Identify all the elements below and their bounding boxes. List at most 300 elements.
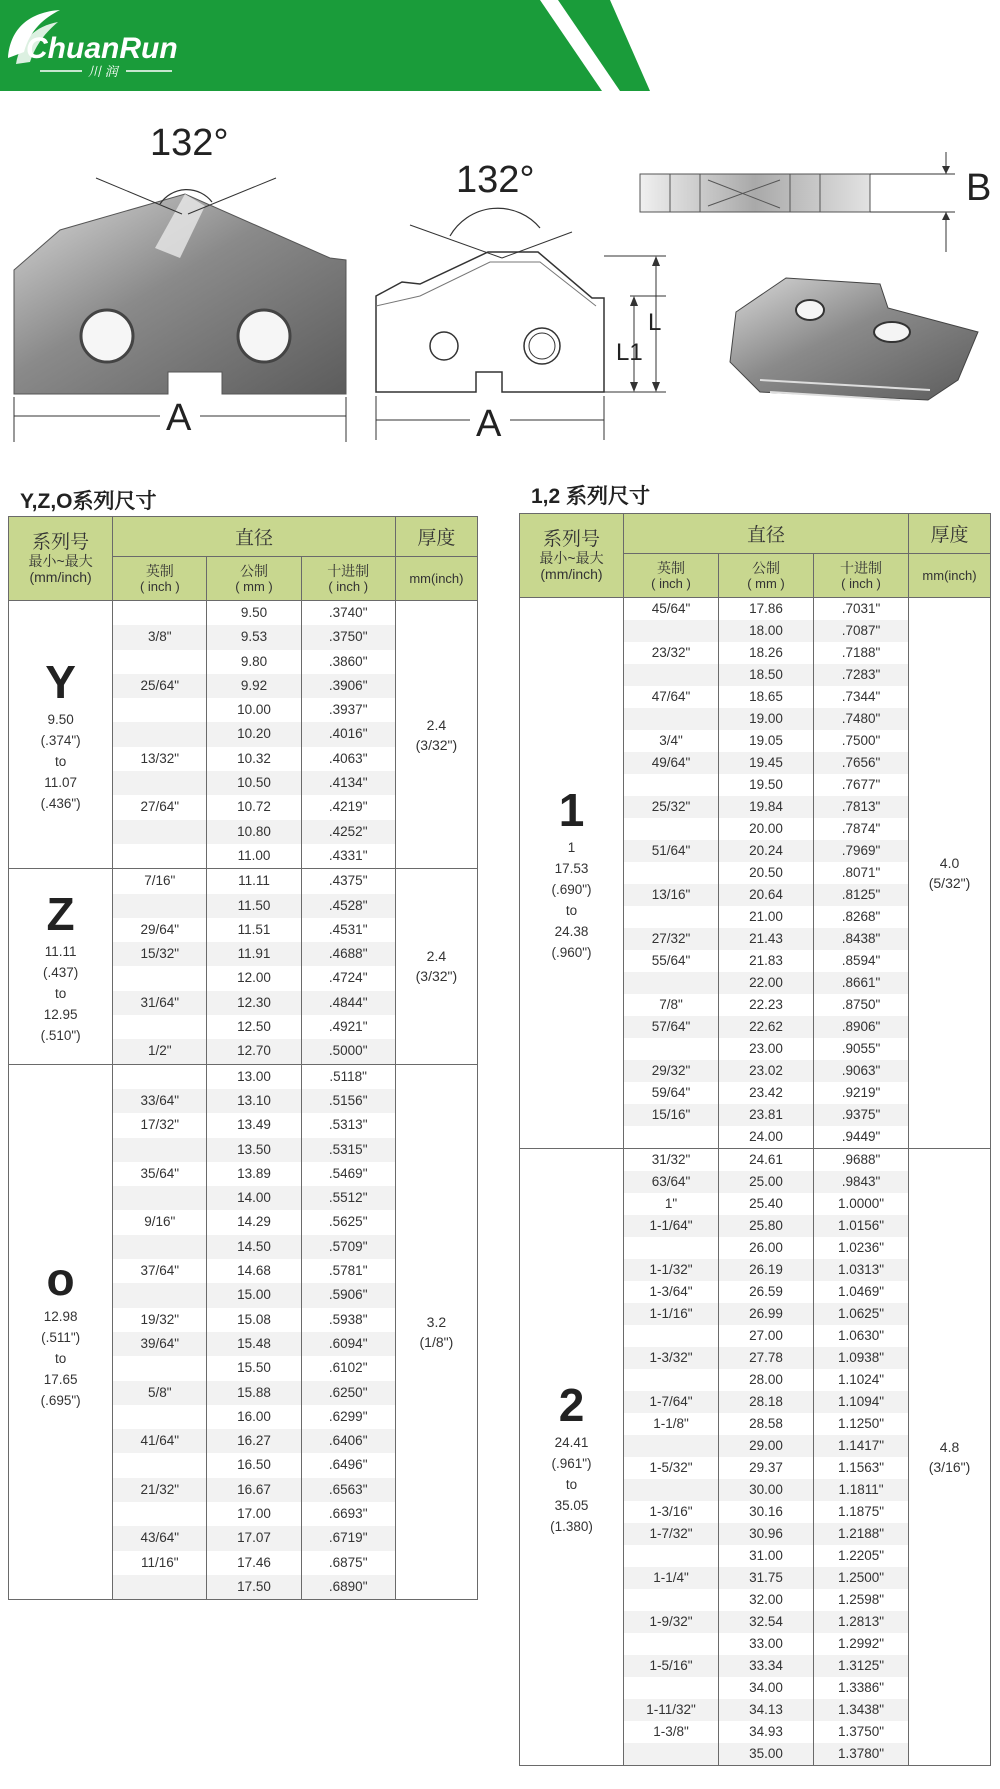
decimal-cell: .6299" — [301, 1405, 395, 1429]
header-series: 系列号 最小~最大 (mm/inch) — [9, 517, 113, 601]
metric-cell: 28.00 — [719, 1369, 814, 1391]
decimal-cell: .8906" — [814, 1016, 909, 1038]
inch-cell — [113, 722, 207, 746]
decimal-cell: .7874" — [814, 818, 909, 840]
metric-cell: 14.00 — [207, 1186, 301, 1210]
mounting-hole-icon — [430, 332, 458, 360]
series-range-line: (.960") — [551, 945, 592, 960]
decimal-cell: .9449" — [814, 1126, 909, 1149]
thickness-cell — [395, 869, 477, 1064]
metric-cell: 11.50 — [207, 894, 301, 918]
decimal-cell: .7344" — [814, 686, 909, 708]
decimal-cell: .4331" — [301, 844, 395, 869]
header-diameter: 直径 — [113, 517, 396, 557]
header-metric: 公制 ( mm ) — [207, 557, 301, 601]
metric-cell: 35.00 — [719, 1743, 814, 1766]
decimal-cell: .3740" — [301, 601, 395, 626]
table-body-12 — [520, 598, 991, 1766]
thickness-value: 4.8 — [939, 1439, 960, 1455]
inch-cell: 31/32" — [624, 1149, 719, 1172]
inch-cell — [624, 620, 719, 642]
inch-cell: 25/32" — [624, 796, 719, 818]
series-range-line: to — [565, 1476, 578, 1492]
metric-cell: 13.49 — [207, 1113, 301, 1137]
decimal-cell: .4531" — [301, 918, 395, 942]
metric-cell: 16.50 — [207, 1453, 301, 1477]
header-diameter: 直径 — [624, 514, 909, 554]
decimal-cell: 1.1094" — [814, 1391, 909, 1413]
metric-cell: 19.84 — [719, 796, 814, 818]
size-table-12 — [519, 513, 991, 1766]
metric-cell: 26.59 — [719, 1281, 814, 1303]
inch-cell — [113, 1405, 207, 1429]
series-range-line: (.436") — [40, 796, 81, 812]
mounting-hole-icon — [796, 300, 824, 320]
inch-cell — [624, 664, 719, 686]
metric-cell: 10.80 — [207, 820, 301, 844]
size-table-yzo — [8, 516, 478, 1600]
header-series: 系列号 最小~最大 (mm/inch) — [520, 514, 624, 598]
decimal-cell: .6563" — [301, 1478, 395, 1502]
inch-cell — [113, 844, 207, 869]
metric-cell: 10.32 — [207, 747, 301, 771]
metric-cell: 15.88 — [207, 1381, 301, 1405]
decimal-cell: .7031" — [814, 598, 909, 621]
decimal-cell: 1.2205" — [814, 1545, 909, 1567]
inch-cell — [113, 698, 207, 722]
decimal-cell: 1.2598" — [814, 1589, 909, 1611]
decimal-cell: .7500" — [814, 730, 909, 752]
insert-side-view — [640, 152, 955, 252]
metric-cell: 13.89 — [207, 1162, 301, 1186]
decimal-cell: .8268" — [814, 906, 909, 928]
metric-cell: 16.27 — [207, 1429, 301, 1453]
series-range-line: 1 — [567, 840, 576, 855]
header-inch: 英制 ( inch ) — [113, 557, 207, 601]
metric-cell: 11.00 — [207, 844, 301, 869]
table-body-yzo — [9, 601, 478, 1600]
decimal-cell: .5938" — [301, 1308, 395, 1332]
metric-cell: 26.99 — [719, 1303, 814, 1325]
metric-cell: 20.64 — [719, 884, 814, 906]
metric-cell: 25.40 — [719, 1193, 814, 1215]
decimal-cell: 1.1024" — [814, 1369, 909, 1391]
inch-cell: 23/32" — [624, 642, 719, 664]
mounting-hole-icon — [238, 310, 290, 362]
decimal-cell: .6094" — [301, 1332, 395, 1356]
inch-cell — [113, 1283, 207, 1307]
thickness-value: (3/32") — [415, 736, 458, 753]
metric-cell: 34.93 — [719, 1721, 814, 1743]
table-row — [9, 601, 478, 626]
metric-cell: 18.50 — [719, 664, 814, 686]
inch-cell — [113, 1356, 207, 1380]
series-range-line: 12.95 — [43, 1006, 78, 1022]
metric-cell: 9.53 — [207, 625, 301, 649]
metric-cell: 31.00 — [719, 1545, 814, 1567]
metric-cell: 29.00 — [719, 1435, 814, 1457]
inch-cell — [624, 1237, 719, 1259]
inch-cell — [624, 708, 719, 730]
decimal-cell: .9688" — [814, 1149, 909, 1172]
series-range-line: 17.65 — [43, 1372, 78, 1388]
metric-cell: 25.00 — [719, 1171, 814, 1193]
decimal-cell: .6890" — [301, 1575, 395, 1600]
metric-cell: 11.91 — [207, 942, 301, 966]
metric-cell: 23.81 — [719, 1104, 814, 1126]
decimal-cell: .7480" — [814, 708, 909, 730]
decimal-cell: .9063" — [814, 1060, 909, 1082]
inch-cell: 1-5/32" — [624, 1457, 719, 1479]
decimal-cell: 1.0156" — [814, 1215, 909, 1237]
inch-cell: 11/16" — [113, 1551, 207, 1575]
inch-cell: 7/16" — [113, 869, 207, 894]
inch-cell: 1-11/32" — [624, 1699, 719, 1721]
dimension-a-left: A — [166, 397, 192, 439]
section-title-yzo: Y,Z,O系列尺寸 — [20, 490, 157, 513]
series-range-line: 11.07 — [44, 775, 77, 791]
decimal-cell: .8594" — [814, 950, 909, 972]
decimal-cell: .9375" — [814, 1104, 909, 1126]
inch-cell: 27/32" — [624, 928, 719, 950]
metric-cell: 20.50 — [719, 862, 814, 884]
decimal-cell: .5469" — [301, 1162, 395, 1186]
inch-cell — [113, 1064, 207, 1089]
decimal-cell: .5625" — [301, 1210, 395, 1234]
metric-cell: 19.50 — [719, 774, 814, 796]
header-decimal: 十进制 ( inch ) — [814, 554, 909, 598]
series-range-line: (.695") — [40, 1393, 81, 1409]
decimal-cell: .3937" — [301, 698, 395, 722]
metric-cell: 18.00 — [719, 620, 814, 642]
table-row — [9, 869, 478, 894]
decimal-cell: .4688" — [301, 942, 395, 966]
inch-cell: 49/64" — [624, 752, 719, 774]
decimal-cell: 1.0313" — [814, 1259, 909, 1281]
header-decimal: 十进制 ( inch ) — [301, 557, 395, 601]
metric-cell: 12.70 — [207, 1039, 301, 1064]
metric-cell: 29.37 — [719, 1457, 814, 1479]
decimal-cell: .4528" — [301, 894, 395, 918]
metric-cell: 17.46 — [207, 1551, 301, 1575]
decimal-cell: .6250" — [301, 1381, 395, 1405]
series-name: o — [46, 1253, 75, 1306]
series-range-line: 24.38 — [554, 924, 589, 939]
thickness-cell — [909, 598, 991, 1149]
decimal-cell: .5906" — [301, 1283, 395, 1307]
thickness-value: (3/16") — [928, 1459, 971, 1475]
inch-cell — [113, 1138, 207, 1162]
decimal-cell: .7087" — [814, 620, 909, 642]
product-drawings — [0, 110, 1000, 450]
decimal-cell: 1.3750" — [814, 1721, 909, 1743]
inch-cell — [624, 862, 719, 884]
metric-cell: 26.00 — [719, 1237, 814, 1259]
inch-cell: 15/16" — [624, 1104, 719, 1126]
inch-cell — [113, 771, 207, 795]
decimal-cell: 1.0000" — [814, 1193, 909, 1215]
series-range-line: (.510") — [40, 1027, 81, 1043]
metric-cell: 23.00 — [719, 1038, 814, 1060]
inch-cell: 35/64" — [113, 1162, 207, 1186]
metric-cell: 20.24 — [719, 840, 814, 862]
metric-cell: 19.00 — [719, 708, 814, 730]
inch-cell: 59/64" — [624, 1082, 719, 1104]
decimal-cell: .3906" — [301, 674, 395, 698]
metric-cell: 19.05 — [719, 730, 814, 752]
series-range-line: (.437) — [42, 964, 79, 980]
decimal-cell: 1.2813" — [814, 1611, 909, 1633]
inch-cell: 1-9/32" — [624, 1611, 719, 1633]
thickness-value: (3/32") — [415, 968, 458, 985]
metric-cell: 18.65 — [719, 686, 814, 708]
inch-cell: 1-3/8" — [624, 1721, 719, 1743]
decimal-cell: .5781" — [301, 1259, 395, 1283]
decimal-cell: .6406" — [301, 1429, 395, 1453]
decimal-cell: 1.0625" — [814, 1303, 909, 1325]
decimal-cell: .4016" — [301, 722, 395, 746]
thickness-value: 3.2 — [426, 1313, 447, 1330]
series-range-line: (1.380) — [550, 1518, 593, 1534]
decimal-cell: 1.1250" — [814, 1413, 909, 1435]
inch-cell: 27/64" — [113, 795, 207, 819]
series-range-line: (.374") — [40, 733, 81, 749]
metric-cell: 10.00 — [207, 698, 301, 722]
inch-cell — [624, 1369, 719, 1391]
metric-cell: 17.07 — [207, 1526, 301, 1550]
decimal-cell: 1.2188" — [814, 1523, 909, 1545]
inch-cell: 37/64" — [113, 1259, 207, 1283]
decimal-cell: .7969" — [814, 840, 909, 862]
inch-cell — [624, 818, 719, 840]
thickness-cell — [395, 1064, 477, 1600]
metric-cell: 15.48 — [207, 1332, 301, 1356]
decimal-cell: .7656" — [814, 752, 909, 774]
series-range-line: (.511") — [41, 1330, 81, 1346]
table-row — [9, 1064, 478, 1089]
decimal-cell: 1.0630" — [814, 1325, 909, 1347]
decimal-cell: 1.1875" — [814, 1501, 909, 1523]
inch-cell — [624, 906, 719, 928]
inch-cell: 7/8" — [624, 994, 719, 1016]
table-row — [520, 1149, 991, 1172]
decimal-cell: 1.1563" — [814, 1457, 909, 1479]
inch-cell — [113, 1186, 207, 1210]
metric-cell: 13.10 — [207, 1089, 301, 1113]
inch-cell: 9/16" — [113, 1210, 207, 1234]
brand-header — [0, 0, 1000, 91]
header-metric: 公制 ( mm ) — [719, 554, 814, 598]
metric-cell: 14.68 — [207, 1259, 301, 1283]
decimal-cell: .9843" — [814, 1171, 909, 1193]
inch-cell — [624, 1743, 719, 1766]
series-range-line: 12.98 — [43, 1309, 78, 1325]
metric-cell: 22.23 — [719, 994, 814, 1016]
inch-cell: 1-1/8" — [624, 1413, 719, 1435]
metric-cell: 16.67 — [207, 1478, 301, 1502]
decimal-cell: .3860" — [301, 650, 395, 674]
decimal-cell: 1.0938" — [814, 1347, 909, 1369]
decimal-cell: .5118" — [301, 1064, 395, 1089]
decimal-cell: 1.1811" — [814, 1479, 909, 1501]
metric-cell: 9.80 — [207, 650, 301, 674]
metric-cell: 11.51 — [207, 918, 301, 942]
decimal-cell: .9219" — [814, 1082, 909, 1104]
metric-cell: 12.50 — [207, 1015, 301, 1039]
inch-cell: 1-1/64" — [624, 1215, 719, 1237]
metric-cell: 16.00 — [207, 1405, 301, 1429]
decimal-cell: 1.1417" — [814, 1435, 909, 1457]
inch-cell: 55/64" — [624, 950, 719, 972]
inch-cell: 47/64" — [624, 686, 719, 708]
inch-cell — [624, 1677, 719, 1699]
series-range-line: 24.41 — [554, 1434, 589, 1450]
metric-cell: 12.30 — [207, 991, 301, 1015]
series-range-line: 17.53 — [554, 861, 589, 876]
decimal-cell: .8071" — [814, 862, 909, 884]
thickness-cell — [909, 1149, 991, 1766]
decimal-cell: .6102" — [301, 1356, 395, 1380]
inch-cell — [624, 774, 719, 796]
decimal-cell: .7188" — [814, 642, 909, 664]
inch-cell: 17/32" — [113, 1113, 207, 1137]
decimal-cell: 1.0236" — [814, 1237, 909, 1259]
decimal-cell: .9055" — [814, 1038, 909, 1060]
metric-cell: 17.86 — [719, 598, 814, 621]
series-range-line: to — [54, 1351, 67, 1367]
metric-cell: 21.43 — [719, 928, 814, 950]
metric-cell: 23.02 — [719, 1060, 814, 1082]
inch-cell: 63/64" — [624, 1171, 719, 1193]
inch-cell: 5/8" — [113, 1381, 207, 1405]
header-thickness-unit: mm(inch) — [395, 557, 477, 601]
inch-cell: 51/64" — [624, 840, 719, 862]
metric-cell: 32.00 — [719, 1589, 814, 1611]
decimal-cell: .6875" — [301, 1551, 395, 1575]
inch-cell — [113, 601, 207, 626]
metric-cell: 24.61 — [719, 1149, 814, 1172]
inch-cell: 1-7/64" — [624, 1391, 719, 1413]
metric-cell: 27.00 — [719, 1325, 814, 1347]
decimal-cell: .6719" — [301, 1526, 395, 1550]
metric-cell: 22.62 — [719, 1016, 814, 1038]
inch-cell — [624, 1479, 719, 1501]
thickness-value: 2.4 — [426, 948, 447, 965]
decimal-cell: .4134" — [301, 771, 395, 795]
decimal-cell: .6496" — [301, 1453, 395, 1477]
metric-cell: 28.18 — [719, 1391, 814, 1413]
inch-cell — [624, 972, 719, 994]
series-cell — [520, 598, 624, 1149]
inch-cell — [113, 1575, 207, 1600]
metric-cell: 33.00 — [719, 1633, 814, 1655]
inch-cell — [624, 1545, 719, 1567]
metric-cell: 14.29 — [207, 1210, 301, 1234]
table-row — [520, 598, 991, 621]
metric-cell: 23.42 — [719, 1082, 814, 1104]
inch-cell: 1-1/32" — [624, 1259, 719, 1281]
series-range-line: (.961") — [551, 1455, 592, 1471]
metric-cell: 34.00 — [719, 1677, 814, 1699]
inch-cell: 1-3/32" — [624, 1347, 719, 1369]
insert-photo-left — [14, 178, 346, 394]
metric-cell: 13.00 — [207, 1064, 301, 1089]
metric-cell: 24.00 — [719, 1126, 814, 1149]
decimal-cell: 1.0469" — [814, 1281, 909, 1303]
metric-cell: 20.00 — [719, 818, 814, 840]
decimal-cell: .8125" — [814, 884, 909, 906]
header-banner — [0, 0, 1000, 91]
metric-cell: 12.00 — [207, 966, 301, 990]
inch-cell: 29/32" — [624, 1060, 719, 1082]
decimal-cell: 1.3125" — [814, 1655, 909, 1677]
dimension-l1: L1 — [616, 339, 643, 366]
metric-cell: 14.50 — [207, 1235, 301, 1259]
series-cell — [9, 1064, 113, 1600]
inch-cell: 3/8" — [113, 625, 207, 649]
decimal-cell: .5315" — [301, 1138, 395, 1162]
inch-cell — [624, 1126, 719, 1149]
metric-cell: 32.54 — [719, 1611, 814, 1633]
dimension-a-right: A — [476, 403, 502, 445]
header-thickness: 厚度 — [909, 514, 991, 554]
series-cell — [520, 1149, 624, 1766]
metric-cell: 31.75 — [719, 1567, 814, 1589]
decimal-cell: .8661" — [814, 972, 909, 994]
inch-cell: 25/64" — [113, 674, 207, 698]
thickness-value: 2.4 — [426, 716, 447, 733]
angle-label-left: 132° — [150, 122, 229, 164]
series-name: Z — [46, 887, 75, 940]
metric-cell: 28.58 — [719, 1413, 814, 1435]
brand-name: ChuanRun — [26, 32, 178, 65]
decimal-cell: .4844" — [301, 991, 395, 1015]
decimal-cell: .5313" — [301, 1113, 395, 1137]
decimal-cell: .4219" — [301, 795, 395, 819]
header-thickness-unit: mm(inch) — [909, 554, 991, 598]
series-range-line: 35.05 — [554, 1497, 589, 1513]
metric-cell: 25.80 — [719, 1215, 814, 1237]
metric-cell: 30.16 — [719, 1501, 814, 1523]
decimal-cell: .8438" — [814, 928, 909, 950]
insert-perspective-view — [730, 278, 978, 400]
metric-cell: 27.78 — [719, 1347, 814, 1369]
metric-cell: 22.00 — [719, 972, 814, 994]
metric-cell: 9.92 — [207, 674, 301, 698]
metric-cell: 21.83 — [719, 950, 814, 972]
metric-cell: 30.96 — [719, 1523, 814, 1545]
metric-cell: 11.11 — [207, 869, 301, 894]
metric-cell: 26.19 — [719, 1259, 814, 1281]
inch-cell — [113, 1502, 207, 1526]
inch-cell — [113, 1235, 207, 1259]
metric-cell: 15.08 — [207, 1308, 301, 1332]
inch-cell: 3/4" — [624, 730, 719, 752]
decimal-cell: 1.2500" — [814, 1567, 909, 1589]
angle-label-right: 132° — [456, 159, 535, 201]
dimension-l: L — [648, 309, 662, 336]
inch-cell: 21/32" — [113, 1478, 207, 1502]
inch-cell: 1-3/16" — [624, 1501, 719, 1523]
decimal-cell: .4063" — [301, 747, 395, 771]
series-cell — [9, 601, 113, 869]
inch-cell: 57/64" — [624, 1016, 719, 1038]
inch-cell — [113, 820, 207, 844]
metric-cell: 34.13 — [719, 1699, 814, 1721]
inch-cell — [624, 1589, 719, 1611]
decimal-cell: .4921" — [301, 1015, 395, 1039]
dimension-b: B — [966, 167, 992, 209]
